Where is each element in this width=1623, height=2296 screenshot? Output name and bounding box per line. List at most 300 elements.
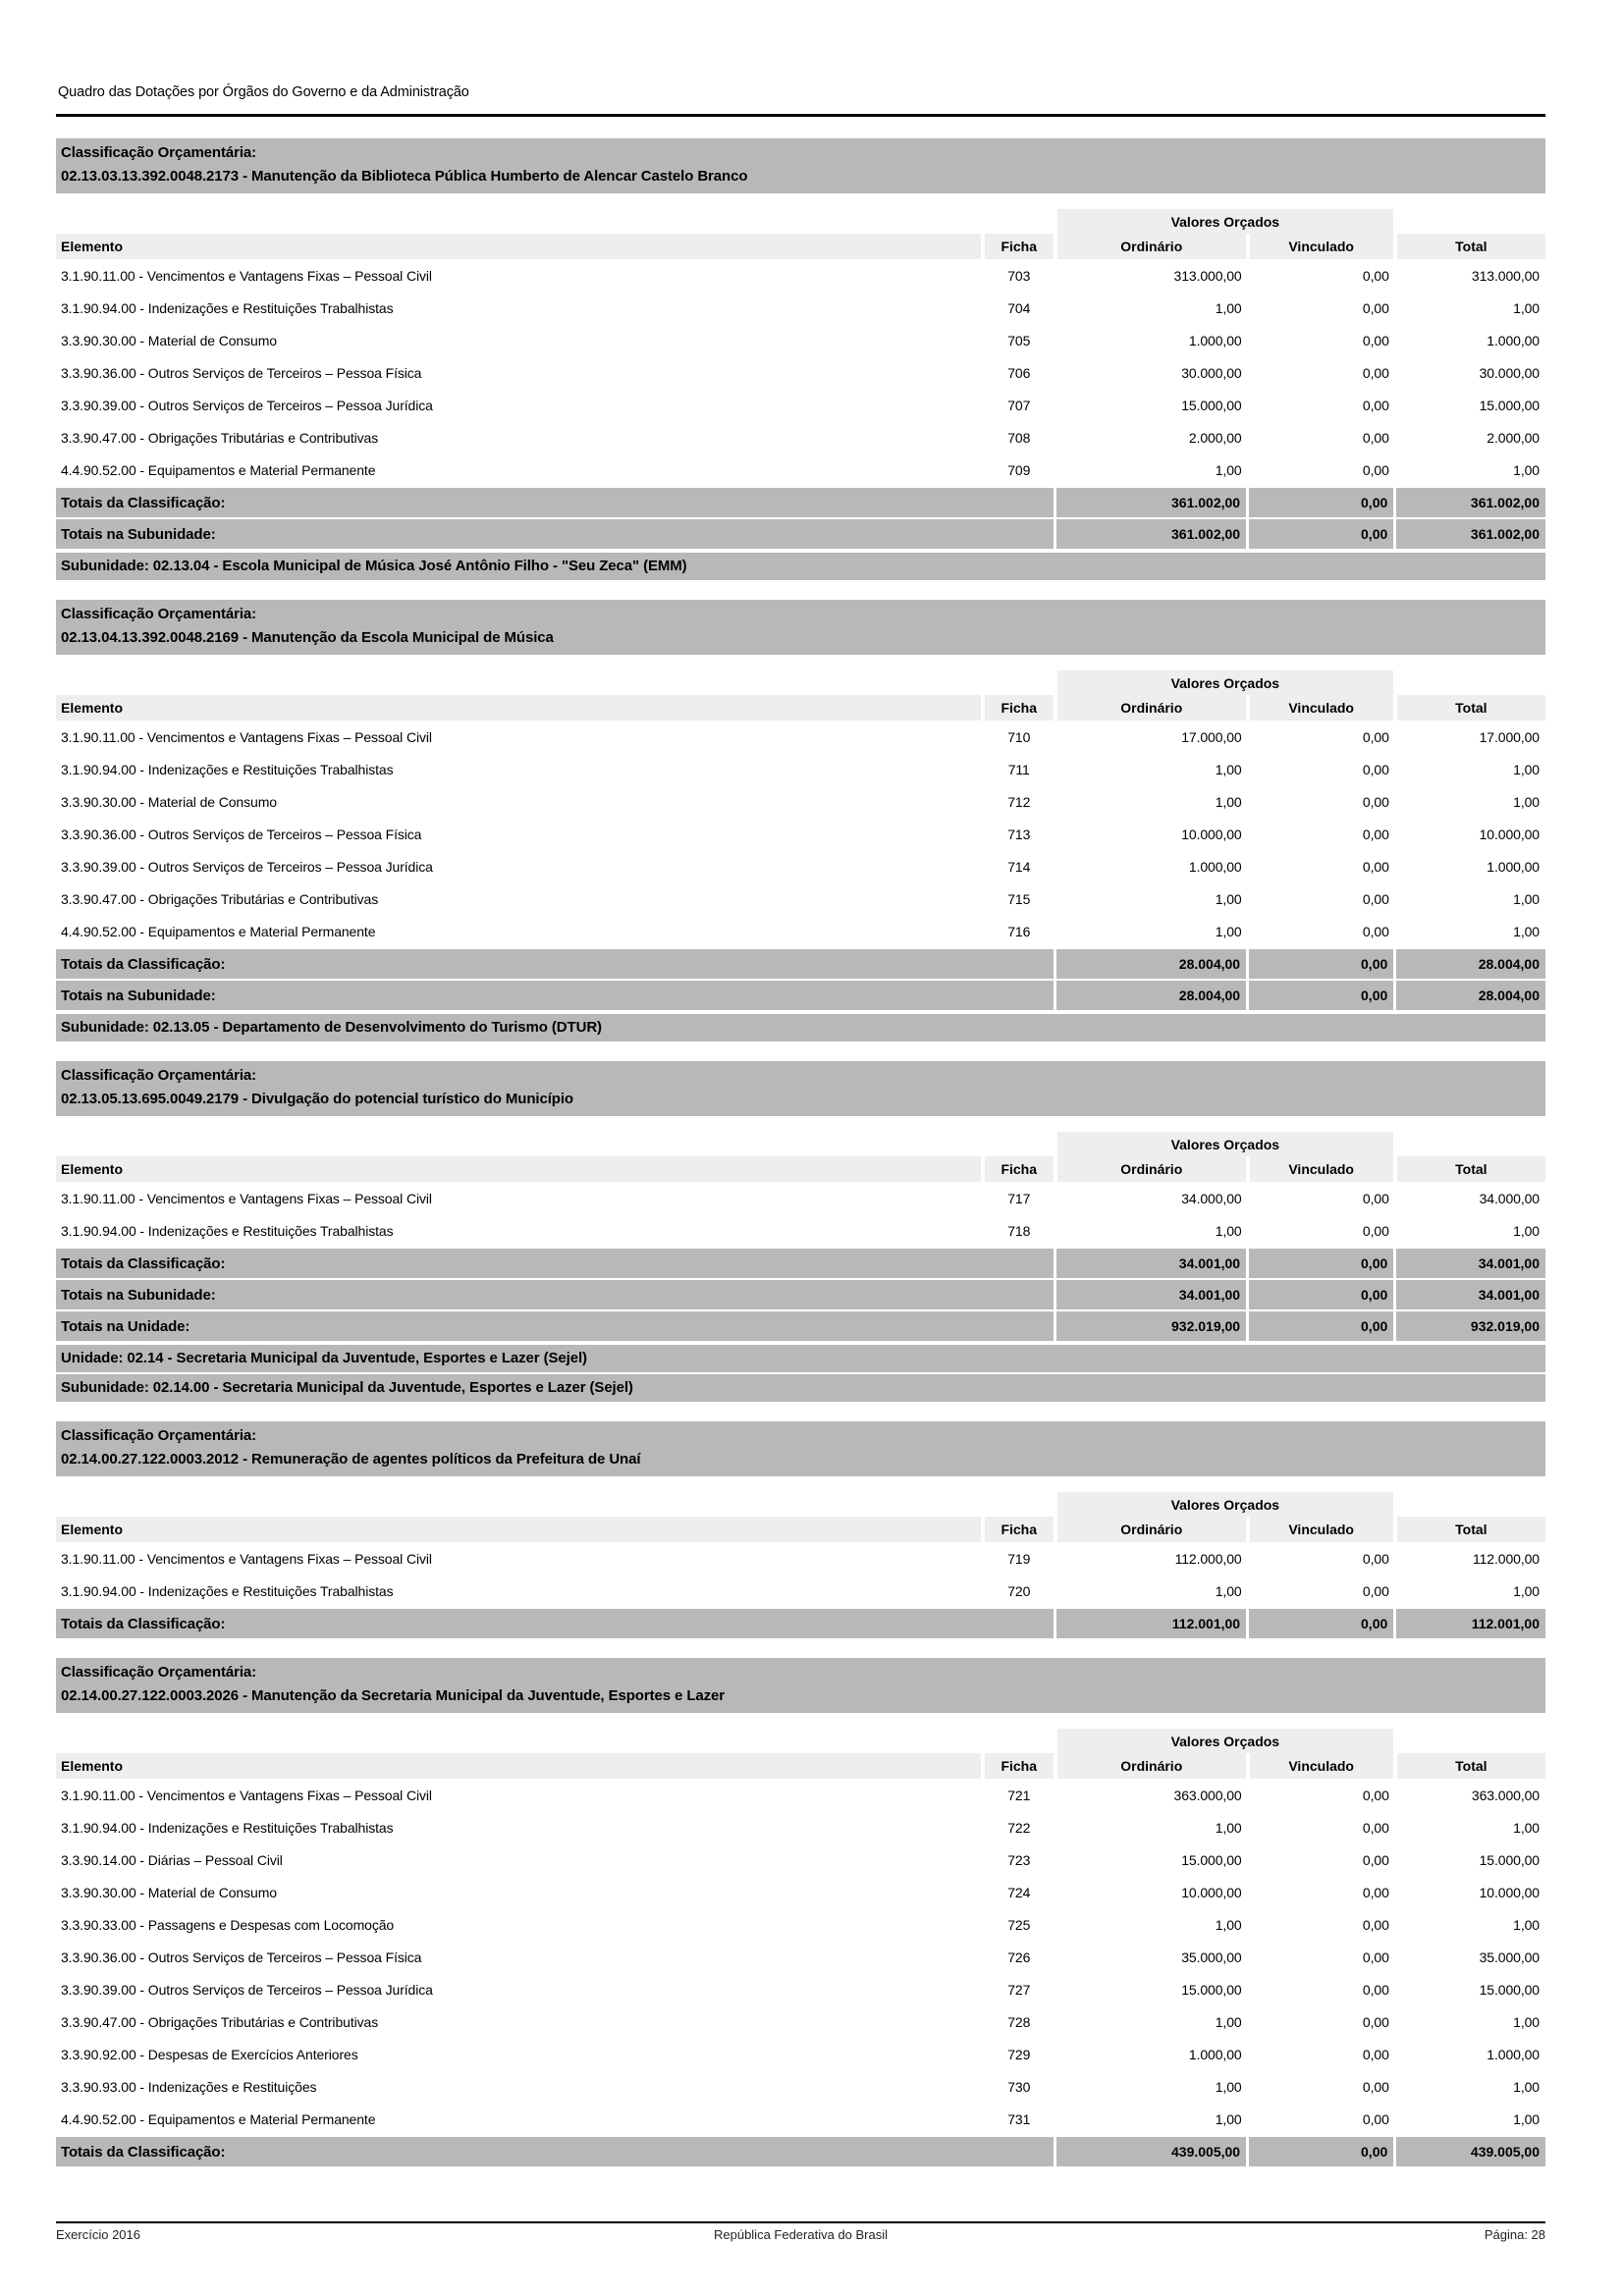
column-header-ordinario: Ordinário bbox=[1055, 234, 1248, 259]
elemento-cell: 3.1.90.11.00 - Vencimentos e Vantagens Fixas – Pessoal Civil bbox=[61, 1190, 432, 1206]
totals-row bbox=[56, 2136, 1545, 2166]
ficha-cell: 703 bbox=[1007, 267, 1031, 284]
ordinario-cell: 1,00 bbox=[1215, 761, 1242, 777]
total-cell: 10.000,00 bbox=[1479, 1884, 1540, 1900]
elemento-cell: 3.1.90.94.00 - Indenizações e Restituições Trabalhistas bbox=[61, 1222, 394, 1239]
ficha-cell: 718 bbox=[1007, 1222, 1031, 1239]
element-row bbox=[56, 882, 1545, 915]
ordinario-cell: 1,00 bbox=[1215, 890, 1242, 907]
vinculado-cell: 0,00 bbox=[1362, 429, 1389, 446]
valores-band-spacer bbox=[56, 1132, 1055, 1156]
total-cell: 1,00 bbox=[1513, 2078, 1540, 2095]
elemento-cell: 3.3.90.39.00 - Outros Serviços de Terceiros – Pessoa Jurídica bbox=[61, 397, 433, 413]
element-row bbox=[56, 1779, 1545, 1811]
ficha-cell: 708 bbox=[1007, 429, 1031, 446]
budget-table bbox=[56, 1132, 1545, 1341]
elemento-cell: 3.3.90.36.00 - Outros Serviços de Terceiros – Pessoa Física bbox=[61, 826, 422, 842]
vinculado-cell: 0,00 bbox=[1362, 1949, 1389, 1965]
valores-band-spacer bbox=[1395, 1132, 1545, 1156]
totals-ordinario: 28.004,00 bbox=[1055, 948, 1248, 980]
ordinario-cell: 1,00 bbox=[1215, 461, 1242, 478]
vinculado-cell: 0,00 bbox=[1362, 2046, 1389, 2062]
elemento-cell: 3.3.90.92.00 - Despesas de Exercícios Anteriores bbox=[61, 2046, 358, 2062]
total-cell: 1.000,00 bbox=[1487, 858, 1540, 875]
element-row bbox=[56, 454, 1545, 487]
element-row bbox=[56, 2038, 1545, 2070]
budget-table bbox=[56, 1729, 1545, 2166]
ordinario-cell: 1,00 bbox=[1215, 2110, 1242, 2127]
ficha-cell: 719 bbox=[1007, 1550, 1031, 1567]
ordinario-cell: 1,00 bbox=[1215, 1916, 1242, 1933]
total-cell: 112.000,00 bbox=[1472, 1550, 1540, 1567]
vinculado-cell: 0,00 bbox=[1362, 1222, 1389, 1239]
ficha-cell: 705 bbox=[1007, 332, 1031, 348]
total-cell: 1,00 bbox=[1513, 923, 1540, 939]
totals-row bbox=[56, 1279, 1545, 1310]
totals-vinculado: 0,00 bbox=[1248, 1248, 1395, 1279]
ficha-cell: 704 bbox=[1007, 299, 1031, 316]
vinculado-cell: 0,00 bbox=[1362, 364, 1389, 381]
classification-code: 02.13.04.13.392.0048.2169 - Manutenção da Escola Municipal de Música bbox=[61, 629, 554, 646]
column-header-total: Total bbox=[1395, 234, 1545, 259]
total-cell: 10.000,00 bbox=[1479, 826, 1540, 842]
vinculado-cell: 0,00 bbox=[1362, 728, 1389, 745]
elemento-cell: 4.4.90.52.00 - Equipamentos e Material Permanente bbox=[61, 2110, 376, 2127]
column-header-row bbox=[56, 1753, 1545, 1779]
ficha-cell: 715 bbox=[1007, 890, 1031, 907]
column-header-total: Total bbox=[1395, 695, 1545, 721]
totals-vinculado: 0,00 bbox=[1248, 1608, 1395, 1638]
vinculado-cell: 0,00 bbox=[1362, 1190, 1389, 1206]
column-header-total: Total bbox=[1395, 1753, 1545, 1779]
valores-band-row bbox=[56, 1729, 1545, 1753]
total-cell: 1,00 bbox=[1513, 1916, 1540, 1933]
totals-total: 932.019,00 bbox=[1395, 1310, 1545, 1341]
ordinario-cell: 1,00 bbox=[1215, 299, 1242, 316]
ordinario-cell: 313.000,00 bbox=[1173, 267, 1242, 284]
vinculado-cell: 0,00 bbox=[1362, 2078, 1389, 2095]
total-cell: 34.000,00 bbox=[1479, 1190, 1540, 1206]
valores-orcados-header: Valores Orçados bbox=[1055, 209, 1395, 234]
elemento-cell: 3.3.90.33.00 - Passagens e Despesas com Locomoção bbox=[61, 1916, 395, 1933]
ordinario-cell: 1.000,00 bbox=[1188, 858, 1242, 875]
column-header-elemento: Elemento bbox=[56, 1517, 983, 1542]
vinculado-cell: 0,00 bbox=[1362, 923, 1389, 939]
element-row bbox=[56, 915, 1545, 948]
totals-total: 28.004,00 bbox=[1395, 948, 1545, 980]
ficha-cell: 717 bbox=[1007, 1190, 1031, 1206]
totals-label: Totais da Classificação: bbox=[56, 2136, 1055, 2166]
elemento-cell: 3.3.90.30.00 - Material de Consumo bbox=[61, 1884, 277, 1900]
ficha-cell: 725 bbox=[1007, 1916, 1031, 1933]
ordinario-cell: 1,00 bbox=[1215, 793, 1242, 810]
classification-header bbox=[56, 600, 1545, 655]
total-cell: 15.000,00 bbox=[1479, 397, 1540, 413]
totals-total: 28.004,00 bbox=[1395, 980, 1545, 1010]
valores-band-spacer bbox=[56, 209, 1055, 234]
ficha-cell: 723 bbox=[1007, 1851, 1031, 1868]
vinculado-cell: 0,00 bbox=[1362, 1550, 1389, 1567]
elemento-cell: 3.3.90.47.00 - Obrigações Tributárias e Contributivas bbox=[61, 2013, 379, 2030]
elemento-cell: 3.3.90.36.00 - Outros Serviços de Terceiros – Pessoa Física bbox=[61, 364, 422, 381]
valores-band-spacer bbox=[1395, 1729, 1545, 1753]
vinculado-cell: 0,00 bbox=[1362, 890, 1389, 907]
total-cell: 1,00 bbox=[1513, 2110, 1540, 2127]
ficha-cell: 713 bbox=[1007, 826, 1031, 842]
vinculado-cell: 0,00 bbox=[1362, 761, 1389, 777]
totals-row bbox=[56, 1248, 1545, 1279]
ordinario-cell: 363.000,00 bbox=[1173, 1787, 1242, 1803]
elemento-cell: 4.4.90.52.00 - Equipamentos e Material Permanente bbox=[61, 461, 376, 478]
elemento-cell: 3.3.90.39.00 - Outros Serviços de Terceiros – Pessoa Jurídica bbox=[61, 1981, 433, 1998]
ficha-cell: 729 bbox=[1007, 2046, 1031, 2062]
vinculado-cell: 0,00 bbox=[1362, 826, 1389, 842]
elemento-cell: 3.1.90.94.00 - Indenizações e Restituições Trabalhistas bbox=[61, 1819, 394, 1836]
column-header-vinculado: Vinculado bbox=[1248, 695, 1395, 721]
elemento-cell: 3.3.90.93.00 - Indenizações e Restituições bbox=[61, 2078, 317, 2095]
element-row bbox=[56, 2103, 1545, 2136]
vinculado-cell: 0,00 bbox=[1362, 793, 1389, 810]
vinculado-cell: 0,00 bbox=[1362, 2013, 1389, 2030]
ordinario-cell: 34.000,00 bbox=[1181, 1190, 1242, 1206]
column-header-total: Total bbox=[1395, 1517, 1545, 1542]
column-header-ordinario: Ordinário bbox=[1055, 1517, 1248, 1542]
valores-orcados-header: Valores Orçados bbox=[1055, 1132, 1395, 1156]
totals-vinculado: 0,00 bbox=[1248, 487, 1395, 518]
ordinario-cell: 15.000,00 bbox=[1181, 397, 1242, 413]
totals-label: Totais na Subunidade: bbox=[56, 1279, 1055, 1310]
column-header-total: Total bbox=[1395, 1156, 1545, 1182]
totals-total: 361.002,00 bbox=[1395, 487, 1545, 518]
ordinario-cell: 17.000,00 bbox=[1181, 728, 1242, 745]
element-row bbox=[56, 850, 1545, 882]
page-footer bbox=[56, 2221, 1545, 2242]
total-cell: 1.000,00 bbox=[1487, 2046, 1540, 2062]
ficha-cell: 721 bbox=[1007, 1787, 1031, 1803]
element-row bbox=[56, 1843, 1545, 1876]
column-header-vinculado: Vinculado bbox=[1248, 1517, 1395, 1542]
classification-header bbox=[56, 138, 1545, 193]
totals-ordinario: 112.001,00 bbox=[1055, 1608, 1248, 1638]
total-cell: 1,00 bbox=[1513, 299, 1540, 316]
element-row bbox=[56, 1876, 1545, 1908]
totals-ordinario: 28.004,00 bbox=[1055, 980, 1248, 1010]
ordinario-cell: 1,00 bbox=[1215, 2013, 1242, 2030]
column-header-ficha: Ficha bbox=[983, 695, 1055, 721]
column-header-elemento: Elemento bbox=[56, 695, 983, 721]
totals-total: 439.005,00 bbox=[1395, 2136, 1545, 2166]
element-row bbox=[56, 1811, 1545, 1843]
vinculado-cell: 0,00 bbox=[1362, 1851, 1389, 1868]
elemento-cell: 3.3.90.36.00 - Outros Serviços de Terceiros – Pessoa Física bbox=[61, 1949, 422, 1965]
elemento-cell: 3.3.90.47.00 - Obrigações Tributárias e Contributivas bbox=[61, 890, 379, 907]
classification-title: Classificação Orçamentária: bbox=[61, 1427, 257, 1444]
column-header-elemento: Elemento bbox=[56, 234, 983, 259]
vinculado-cell: 0,00 bbox=[1362, 2110, 1389, 2127]
column-header-elemento: Elemento bbox=[56, 1156, 983, 1182]
total-cell: 1,00 bbox=[1513, 1582, 1540, 1599]
column-header-ordinario: Ordinário bbox=[1055, 695, 1248, 721]
unit-band: Unidade: 02.14 - Secretaria Municipal da Juventude, Esportes e Lazer (Sejel) bbox=[56, 1345, 1545, 1372]
element-row bbox=[56, 389, 1545, 421]
total-cell: 2.000,00 bbox=[1487, 429, 1540, 446]
total-cell: 17.000,00 bbox=[1479, 728, 1540, 745]
ordinario-cell: 1,00 bbox=[1215, 2078, 1242, 2095]
ordinario-cell: 1,00 bbox=[1215, 1222, 1242, 1239]
column-header-ordinario: Ordinário bbox=[1055, 1753, 1248, 1779]
ordinario-cell: 112.000,00 bbox=[1174, 1550, 1242, 1567]
ficha-cell: 731 bbox=[1007, 2110, 1031, 2127]
total-cell: 363.000,00 bbox=[1471, 1787, 1540, 1803]
column-header-vinculado: Vinculado bbox=[1248, 234, 1395, 259]
totals-label: Totais da Classificação: bbox=[56, 487, 1055, 518]
footer-exercise-year: Exercício 2016 bbox=[56, 2227, 140, 2242]
ordinario-cell: 1,00 bbox=[1215, 1582, 1242, 1599]
vinculado-cell: 0,00 bbox=[1362, 1582, 1389, 1599]
element-row bbox=[56, 753, 1545, 785]
valores-orcados-header: Valores Orçados bbox=[1055, 1729, 1395, 1753]
totals-ordinario: 34.001,00 bbox=[1055, 1248, 1248, 1279]
totals-row bbox=[56, 1608, 1545, 1638]
element-row bbox=[56, 1542, 1545, 1575]
ficha-cell: 716 bbox=[1007, 923, 1031, 939]
classification-header bbox=[56, 1658, 1545, 1713]
column-header-vinculado: Vinculado bbox=[1248, 1753, 1395, 1779]
totals-row bbox=[56, 518, 1545, 549]
totals-row bbox=[56, 1310, 1545, 1341]
elemento-cell: 3.1.90.11.00 - Vencimentos e Vantagens Fixas – Pessoal Civil bbox=[61, 1550, 432, 1567]
element-row bbox=[56, 1908, 1545, 1941]
totals-row bbox=[56, 948, 1545, 980]
column-header-row bbox=[56, 695, 1545, 721]
column-header-elemento: Elemento bbox=[56, 1753, 983, 1779]
classification-code: 02.14.00.27.122.0003.2012 - Remuneração de agentes políticos da Prefeitura de Unaí bbox=[61, 1451, 641, 1468]
elemento-cell: 3.1.90.11.00 - Vencimentos e Vantagens Fixas – Pessoal Civil bbox=[61, 728, 432, 745]
total-cell: 1.000,00 bbox=[1487, 332, 1540, 348]
totals-vinculado: 0,00 bbox=[1248, 948, 1395, 980]
totals-total: 34.001,00 bbox=[1395, 1279, 1545, 1310]
subunit-band: Subunidade: 02.14.00 - Secretaria Municipal da Juventude, Esportes e Lazer (Sejel) bbox=[56, 1374, 1545, 1402]
column-header-row bbox=[56, 1156, 1545, 1182]
valores-band-row bbox=[56, 670, 1545, 695]
vinculado-cell: 0,00 bbox=[1362, 267, 1389, 284]
totals-label: Totais da Classificação: bbox=[56, 1248, 1055, 1279]
element-row bbox=[56, 1941, 1545, 1973]
report-body bbox=[56, 117, 1545, 2166]
ordinario-cell: 1.000,00 bbox=[1188, 332, 1242, 348]
column-header-vinculado: Vinculado bbox=[1248, 1156, 1395, 1182]
elemento-cell: 3.3.90.30.00 - Material de Consumo bbox=[61, 332, 277, 348]
column-header-row bbox=[56, 234, 1545, 259]
classification-code: 02.13.05.13.695.0049.2179 - Divulgação do potencial turístico do Município bbox=[61, 1091, 573, 1107]
classification-code: 02.14.00.27.122.0003.2026 - Manutenção da Secretaria Municipal da Juventude, Esportes e Lazer bbox=[61, 1687, 726, 1704]
classification-title: Classificação Orçamentária: bbox=[61, 1067, 257, 1084]
total-cell: 1,00 bbox=[1513, 761, 1540, 777]
classification-code: 02.13.03.13.392.0048.2173 - Manutenção da Biblioteca Pública Humberto de Alencar Castelo Branco bbox=[61, 168, 748, 185]
vinculado-cell: 0,00 bbox=[1362, 461, 1389, 478]
ficha-cell: 730 bbox=[1007, 2078, 1031, 2095]
total-cell: 35.000,00 bbox=[1479, 1949, 1540, 1965]
elemento-cell: 3.3.90.30.00 - Material de Consumo bbox=[61, 793, 277, 810]
classification-header bbox=[56, 1421, 1545, 1476]
totals-ordinario: 34.001,00 bbox=[1055, 1279, 1248, 1310]
valores-band-spacer bbox=[56, 1492, 1055, 1517]
element-row bbox=[56, 2070, 1545, 2103]
element-row bbox=[56, 292, 1545, 324]
totals-vinculado: 0,00 bbox=[1248, 518, 1395, 549]
totals-total: 34.001,00 bbox=[1395, 1248, 1545, 1279]
element-row bbox=[56, 1214, 1545, 1248]
element-row bbox=[56, 259, 1545, 292]
ficha-cell: 722 bbox=[1007, 1819, 1031, 1836]
classification-header bbox=[56, 1061, 1545, 1116]
ordinario-cell: 35.000,00 bbox=[1181, 1949, 1242, 1965]
valores-band-spacer bbox=[1395, 670, 1545, 695]
ordinario-cell: 15.000,00 bbox=[1181, 1981, 1242, 1998]
total-cell: 1,00 bbox=[1513, 1819, 1540, 1836]
valores-band-row bbox=[56, 209, 1545, 234]
totals-vinculado: 0,00 bbox=[1248, 980, 1395, 1010]
ficha-cell: 711 bbox=[1007, 761, 1030, 777]
total-cell: 1,00 bbox=[1513, 890, 1540, 907]
ordinario-cell: 1,00 bbox=[1215, 1819, 1242, 1836]
ficha-cell: 706 bbox=[1007, 364, 1031, 381]
page-title: Quadro das Dotações por Órgãos do Governo e da Administração bbox=[58, 84, 469, 100]
ficha-cell: 728 bbox=[1007, 2013, 1031, 2030]
elemento-cell: 3.1.90.11.00 - Vencimentos e Vantagens Fixas – Pessoal Civil bbox=[61, 1787, 432, 1803]
total-cell: 15.000,00 bbox=[1479, 1981, 1540, 1998]
vinculado-cell: 0,00 bbox=[1362, 1916, 1389, 1933]
total-cell: 15.000,00 bbox=[1479, 1851, 1540, 1868]
totals-ordinario: 439.005,00 bbox=[1055, 2136, 1248, 2166]
element-row bbox=[56, 421, 1545, 454]
ordinario-cell: 10.000,00 bbox=[1181, 1884, 1242, 1900]
ficha-cell: 724 bbox=[1007, 1884, 1031, 1900]
elemento-cell: 4.4.90.52.00 - Equipamentos e Material Permanente bbox=[61, 923, 376, 939]
totals-label: Totais da Classificação: bbox=[56, 948, 1055, 980]
totals-label: Totais na Subunidade: bbox=[56, 518, 1055, 549]
classification-title: Classificação Orçamentária: bbox=[61, 606, 257, 622]
column-header-ficha: Ficha bbox=[983, 234, 1055, 259]
totals-row bbox=[56, 980, 1545, 1010]
ficha-cell: 726 bbox=[1007, 1949, 1031, 1965]
total-cell: 30.000,00 bbox=[1479, 364, 1540, 381]
totals-ordinario: 361.002,00 bbox=[1055, 518, 1248, 549]
ordinario-cell: 30.000,00 bbox=[1181, 364, 1242, 381]
footer-row bbox=[56, 2227, 1545, 2242]
valores-band-spacer bbox=[56, 670, 1055, 695]
totals-vinculado: 0,00 bbox=[1248, 1310, 1395, 1341]
column-header-ficha: Ficha bbox=[983, 1517, 1055, 1542]
totals-total: 361.002,00 bbox=[1395, 518, 1545, 549]
footer-country: República Federativa do Brasil bbox=[713, 2227, 889, 2242]
elemento-cell: 3.3.90.39.00 - Outros Serviços de Terceiros – Pessoa Jurídica bbox=[61, 858, 433, 875]
elemento-cell: 3.1.90.94.00 - Indenizações e Restituições Trabalhistas bbox=[61, 1582, 394, 1599]
total-cell: 1,00 bbox=[1513, 461, 1540, 478]
element-row bbox=[56, 785, 1545, 818]
column-header-row bbox=[56, 1517, 1545, 1542]
vinculado-cell: 0,00 bbox=[1362, 1787, 1389, 1803]
vinculado-cell: 0,00 bbox=[1362, 1884, 1389, 1900]
totals-label: Totais na Unidade: bbox=[56, 1310, 1055, 1341]
element-row bbox=[56, 1973, 1545, 2005]
valores-orcados-header: Valores Orçados bbox=[1055, 670, 1395, 695]
element-row bbox=[56, 2005, 1545, 2038]
vinculado-cell: 0,00 bbox=[1362, 299, 1389, 316]
ordinario-cell: 1,00 bbox=[1215, 923, 1242, 939]
classification-title: Classificação Orçamentária: bbox=[61, 1664, 257, 1681]
subunit-band: Subunidade: 02.13.04 - Escola Municipal de Música José Antônio Filho - "Seu Zeca" (EMM) bbox=[56, 553, 1545, 580]
element-row bbox=[56, 818, 1545, 850]
vinculado-cell: 0,00 bbox=[1362, 858, 1389, 875]
totals-row bbox=[56, 487, 1545, 518]
totals-label: Totais da Classificação: bbox=[56, 1608, 1055, 1638]
element-row bbox=[56, 1575, 1545, 1608]
total-cell: 313.000,00 bbox=[1471, 267, 1540, 284]
budget-table bbox=[56, 670, 1545, 1010]
totals-vinculado: 0,00 bbox=[1248, 2136, 1395, 2166]
subunit-band: Subunidade: 02.13.05 - Departamento de Desenvolvimento do Turismo (DTUR) bbox=[56, 1014, 1545, 1041]
vinculado-cell: 0,00 bbox=[1362, 1819, 1389, 1836]
totals-vinculado: 0,00 bbox=[1248, 1279, 1395, 1310]
valores-band-row bbox=[56, 1492, 1545, 1517]
valores-band-row bbox=[56, 1132, 1545, 1156]
ficha-cell: 714 bbox=[1007, 858, 1031, 875]
column-header-ordinario: Ordinário bbox=[1055, 1156, 1248, 1182]
total-cell: 1,00 bbox=[1513, 1222, 1540, 1239]
ordinario-cell: 10.000,00 bbox=[1181, 826, 1242, 842]
total-cell: 1,00 bbox=[1513, 793, 1540, 810]
vinculado-cell: 0,00 bbox=[1362, 332, 1389, 348]
ficha-cell: 712 bbox=[1007, 793, 1031, 810]
ficha-cell: 707 bbox=[1007, 397, 1031, 413]
ordinario-cell: 15.000,00 bbox=[1181, 1851, 1242, 1868]
total-cell: 1,00 bbox=[1513, 2013, 1540, 2030]
element-row bbox=[56, 324, 1545, 356]
element-row bbox=[56, 1182, 1545, 1214]
budget-table bbox=[56, 1492, 1545, 1638]
totals-ordinario: 361.002,00 bbox=[1055, 487, 1248, 518]
ordinario-cell: 1.000,00 bbox=[1188, 2046, 1242, 2062]
ficha-cell: 709 bbox=[1007, 461, 1031, 478]
vinculado-cell: 0,00 bbox=[1362, 397, 1389, 413]
column-header-ficha: Ficha bbox=[983, 1156, 1055, 1182]
ficha-cell: 720 bbox=[1007, 1582, 1031, 1599]
valores-band-spacer bbox=[56, 1729, 1055, 1753]
valores-band-spacer bbox=[1395, 209, 1545, 234]
elemento-cell: 3.1.90.11.00 - Vencimentos e Vantagens Fixas – Pessoal Civil bbox=[61, 267, 432, 284]
elemento-cell: 3.3.90.14.00 - Diárias – Pessoal Civil bbox=[61, 1851, 283, 1868]
page-header bbox=[56, 84, 1545, 117]
valores-orcados-header: Valores Orçados bbox=[1055, 1492, 1395, 1517]
totals-total: 112.001,00 bbox=[1395, 1608, 1545, 1638]
classification-title: Classificação Orçamentária: bbox=[61, 144, 257, 161]
elemento-cell: 3.1.90.94.00 - Indenizações e Restituições Trabalhistas bbox=[61, 299, 394, 316]
totals-label: Totais na Subunidade: bbox=[56, 980, 1055, 1010]
elemento-cell: 3.1.90.94.00 - Indenizações e Restituições Trabalhistas bbox=[61, 761, 394, 777]
elemento-cell: 3.3.90.47.00 - Obrigações Tributárias e Contributivas bbox=[61, 429, 379, 446]
valores-band-spacer bbox=[1395, 1492, 1545, 1517]
ficha-cell: 710 bbox=[1007, 728, 1031, 745]
ficha-cell: 727 bbox=[1007, 1981, 1031, 1998]
ordinario-cell: 2.000,00 bbox=[1188, 429, 1242, 446]
budget-table bbox=[56, 209, 1545, 549]
totals-ordinario: 932.019,00 bbox=[1055, 1310, 1248, 1341]
footer-rule bbox=[56, 2221, 1545, 2223]
element-row bbox=[56, 356, 1545, 389]
vinculado-cell: 0,00 bbox=[1362, 1981, 1389, 1998]
column-header-ficha: Ficha bbox=[983, 1753, 1055, 1779]
